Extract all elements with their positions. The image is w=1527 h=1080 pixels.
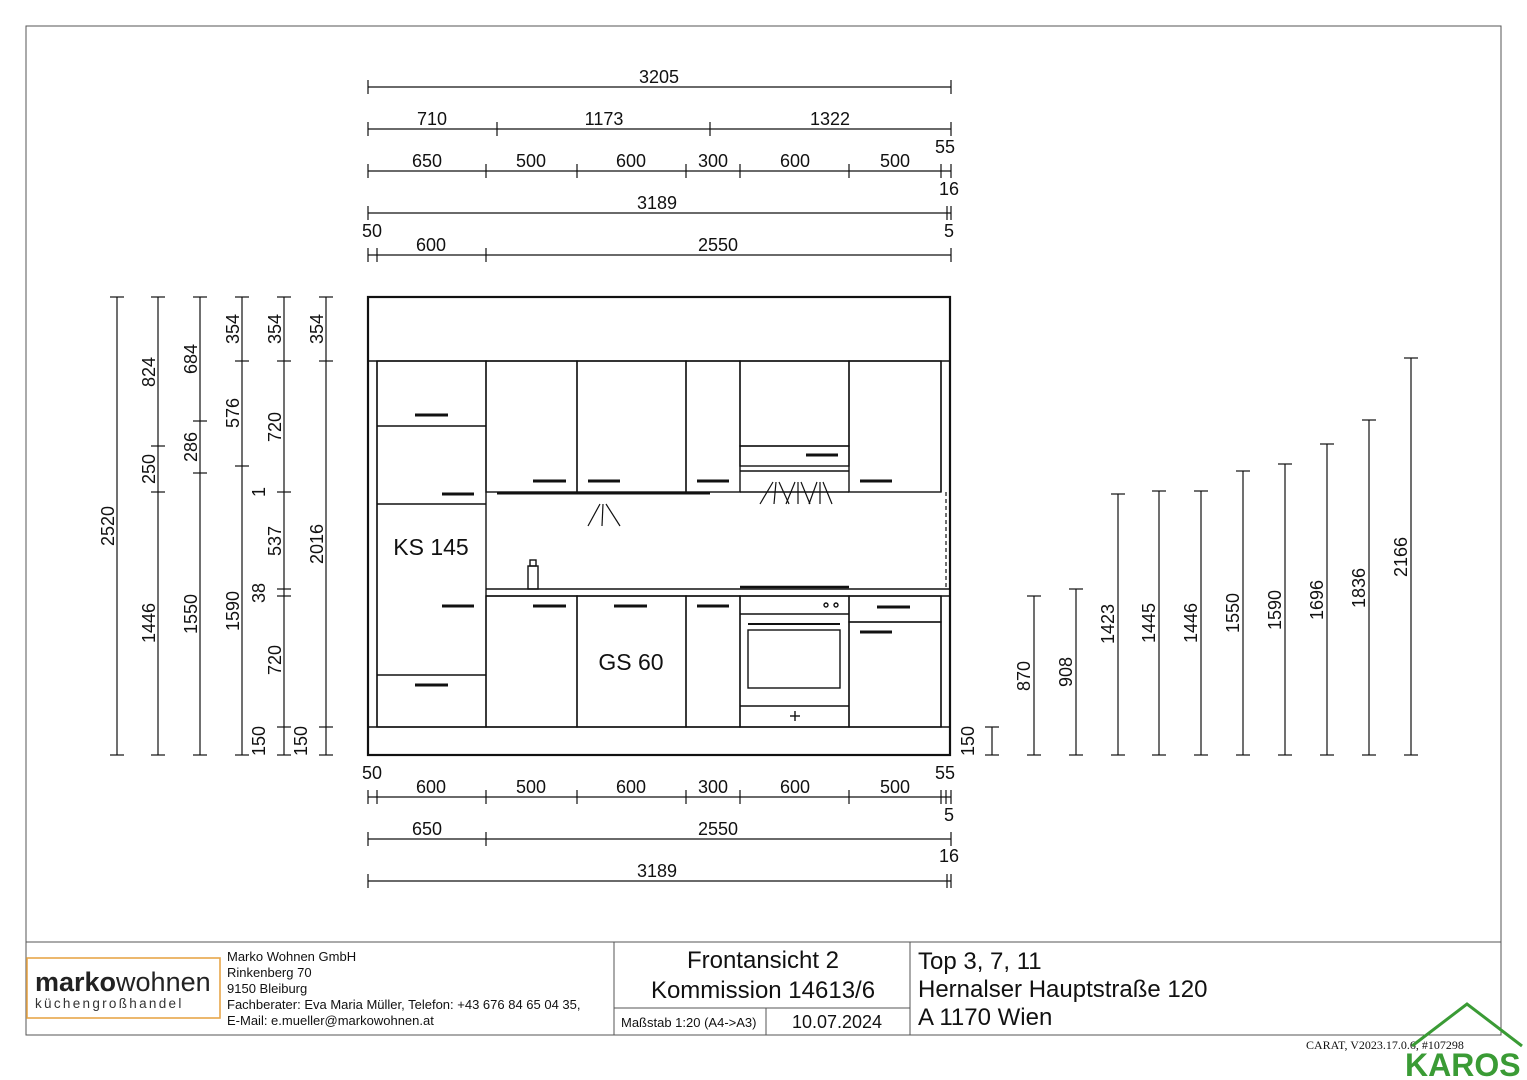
carat-version: CARAT, V2023.17.0.6, #107298 (1306, 1038, 1464, 1052)
company-email: E-Mail: e.mueller@markowohnen.at (227, 1013, 434, 1028)
dim-710: 710 (416, 109, 448, 129)
dim-150: 150 (958, 725, 978, 757)
dim-3189: 3189 (636, 193, 678, 213)
project-city: A 1170 Wien (918, 1004, 1053, 1031)
dim-354: 354 (223, 313, 243, 345)
dim-150: 150 (291, 725, 311, 757)
dim-500: 500 (879, 151, 911, 171)
dim-824: 824 (139, 356, 159, 388)
dim-55: 55 (934, 137, 956, 157)
company-name: Marko Wohnen GmbH (227, 949, 357, 964)
base-cabinets (486, 596, 941, 727)
dim-2550: 2550 (697, 819, 739, 839)
light-rays (588, 482, 832, 526)
elevation-outline (368, 297, 950, 755)
dim-38: 38 (249, 582, 269, 604)
dim-1550: 1550 (181, 593, 201, 635)
dim-576: 576 (223, 397, 243, 429)
drawing-scale: Maßstab 1:20 (A4->A3) (621, 1015, 757, 1030)
drawing-frame (26, 26, 1501, 1035)
markowohnen-logo (27, 958, 220, 1018)
dim-1590: 1590 (223, 590, 243, 632)
dim-908: 908 (1056, 656, 1076, 688)
project-street: Hernalser Hauptstraße 120 (918, 976, 1208, 1003)
dim-5: 5 (943, 805, 955, 825)
company-city: 9150 Bleiburg (227, 981, 308, 996)
logo-subtitle: küchengroßhandel (35, 996, 184, 1011)
svg-text:markowohnen (35, 967, 211, 997)
company-street: Rinkenberg 70 (227, 965, 312, 980)
dim-50: 50 (361, 221, 383, 241)
dim-1: 1 (249, 486, 269, 498)
dim-600: 600 (779, 777, 811, 797)
dim-870: 870 (1014, 660, 1034, 692)
dim-3205: 3205 (638, 67, 680, 87)
dim-286: 286 (181, 431, 201, 463)
oven (740, 596, 849, 727)
dim-600: 600 (779, 151, 811, 171)
dim-55: 55 (934, 763, 956, 783)
dim-1445: 1445 (1139, 602, 1159, 644)
commission-number: Kommission 14613/6 (650, 977, 876, 1004)
wall-cabinets (486, 361, 941, 493)
dim-500: 500 (879, 777, 911, 797)
logo-wohnen-text: wohnen (116, 967, 211, 997)
dim-354: 354 (307, 313, 327, 345)
dim-500: 500 (515, 151, 547, 171)
dim-1446: 1446 (1181, 602, 1201, 644)
dim-50: 50 (361, 763, 383, 783)
dim-16: 16 (938, 179, 960, 199)
company-info (227, 949, 581, 1028)
dim-3189: 3189 (636, 861, 678, 881)
dim-600: 600 (615, 151, 647, 171)
dim-1423: 1423 (1098, 603, 1118, 645)
bottom-dimension-labels (362, 763, 959, 881)
dim-500: 500 (515, 777, 547, 797)
fridge-label: KS 145 (393, 534, 469, 560)
company-advisor: Fachberater: Eva Maria Müller, Telefon: +43 676 84 65 04 35, (227, 997, 581, 1012)
dim-354: 354 (265, 313, 285, 345)
dim-2550: 2550 (697, 235, 739, 255)
worktop (486, 587, 950, 596)
dim-684: 684 (181, 343, 201, 375)
dim-1836: 1836 (1349, 567, 1369, 609)
dim-1550: 1550 (1223, 592, 1243, 634)
dim-600: 600 (615, 777, 647, 797)
dim-2166: 2166 (1391, 536, 1411, 578)
dim-150: 150 (249, 725, 269, 757)
dim-650: 650 (411, 151, 443, 171)
dim-1590: 1590 (1265, 589, 1285, 631)
dishwasher-label: GS 60 (598, 649, 664, 675)
top-dimensions (368, 80, 951, 262)
dim-300: 300 (697, 151, 729, 171)
dim-16: 16 (938, 846, 960, 866)
logo-marko-text: marko (35, 967, 117, 997)
dim-1173: 1173 (584, 109, 624, 129)
left-dimension-labels (98, 314, 327, 756)
dim-1322: 1322 (809, 109, 851, 129)
karos-wordmark: KAROS (1405, 1047, 1521, 1080)
dim-2016: 2016 (307, 523, 327, 565)
dim-300: 300 (697, 777, 729, 797)
dim-1446: 1446 (139, 602, 159, 644)
right-dimensions (985, 358, 1418, 755)
bottle (528, 560, 538, 589)
drawing-date: 10.07.2024 (791, 1012, 883, 1032)
dim-1696: 1696 (1307, 579, 1327, 621)
dim-600: 600 (415, 235, 447, 255)
right-dimension-labels (958, 537, 1411, 756)
dim-537: 537 (265, 525, 285, 557)
dim-2520: 2520 (98, 505, 118, 547)
dim-600: 600 (415, 777, 447, 797)
kitchen-elevation (368, 297, 950, 755)
dim-5: 5 (943, 221, 955, 241)
dim-250: 250 (139, 453, 159, 485)
top-dimension-labels (362, 67, 959, 255)
dim-650: 650 (411, 819, 443, 839)
dim-720: 720 (265, 411, 285, 443)
project-units: Top 3, 7, 11 (918, 948, 1042, 975)
view-title: Frontansicht 2 (686, 947, 840, 974)
dim-720: 720 (265, 644, 285, 676)
